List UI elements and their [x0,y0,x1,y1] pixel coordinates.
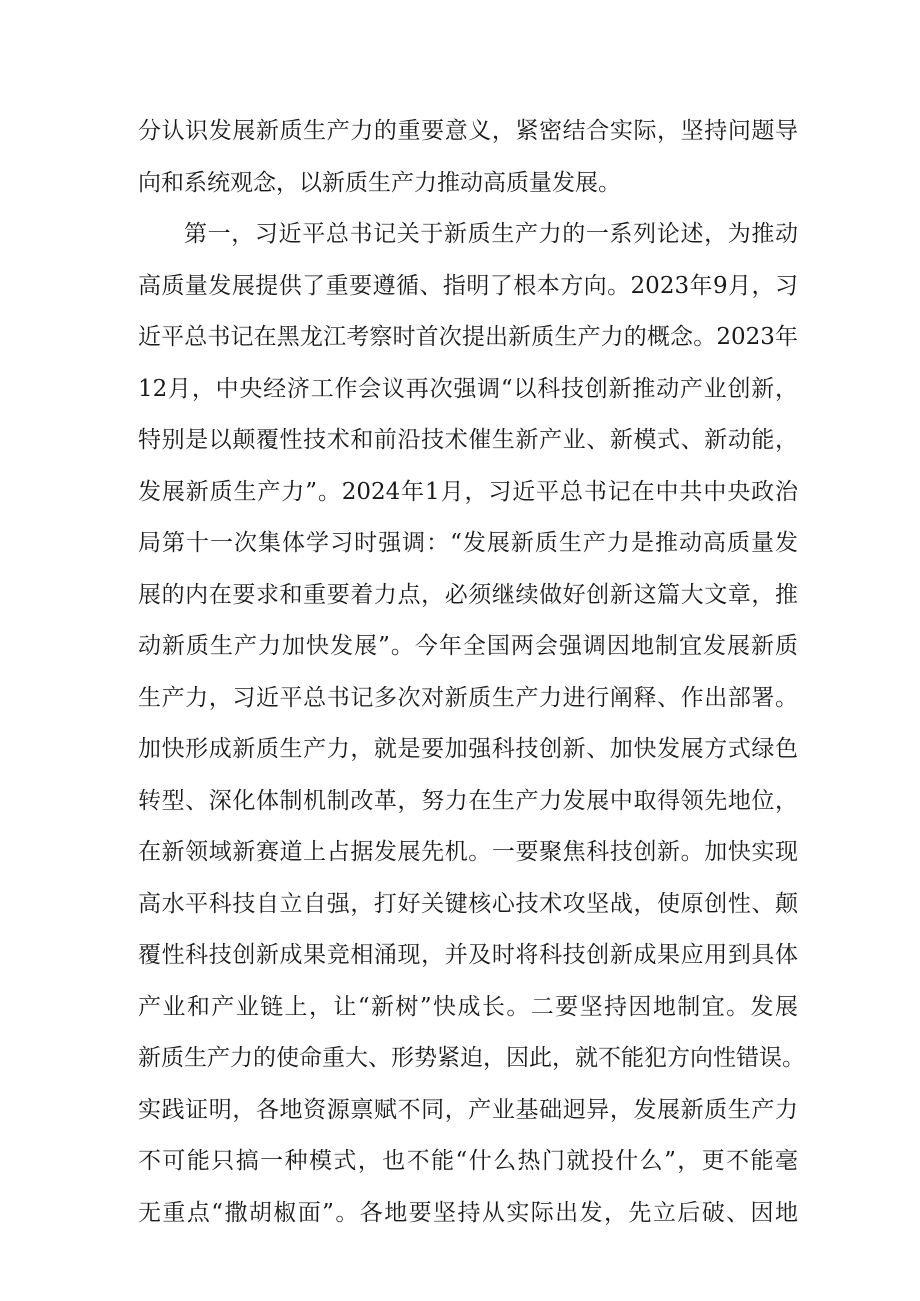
paragraph-start-line: 第一，习近平总书记关于新质生产力的一系列论述，为推动 [184,221,798,247]
text-line-22: 无重点“撒胡椒面”。各地要坚持从实际出发，先立后破、因地 [138,1199,798,1226]
text-line-1: 分认识发展新质生产力的重要意义，紧密结合实际，坚持问题导 [138,118,798,144]
text-line-11: 动新质生产力加快发展”。今年全国两会强调因地制宜发展新质 [138,633,798,659]
text-line-20: 实践证明，各地资源禀赋不同，产业基础迥异，发展新质生产力 [138,1096,798,1123]
text-line-19: 新质生产力的使命重大、形势紧迫，因此，就不能犯方向性错误。 [138,1045,805,1071]
text-line-8: 发展新质生产力”。2024年1月，习近平总书记在中共中央政治 [138,478,798,505]
body-text [138,106,805,1239]
text-line-10: 展的内在要求和重要着力点，必须继续做好创新这篇大文章，推 [138,581,798,608]
text-line-17: 覆性科技创新成果竞相涌现，并及时将科技创新成果应用到具体 [138,942,798,968]
text-line-2: 向和系统观念，以新质生产力推动高质量发展。 [138,169,621,196]
text-line-13: 加快形成新质生产力，就是要加强科技创新、加快发展方式绿色 [138,736,798,762]
text-line-15: 在新领域新赛道上占据发展先机。一要聚焦科技创新。加快实现 [138,839,798,865]
text-line-5: 近平总书记在黑龙江考察时首次提出新质生产力的概念。2023年 [138,324,798,350]
text-line-6: 12月，中央经济工作会议再次强调“以科技创新推动产业创新， [138,375,798,402]
text-line-21: 不可能只搞一种模式，也不能“什么热门就投什么”，更不能毫 [138,1148,798,1174]
text-line-16: 高水平科技自立自强，打好关键核心技术攻坚战，使原创性、颠 [138,890,798,917]
text-line-14: 转型、深化体制机制改革，努力在生产力发展中取得领先地位， [138,787,798,814]
text-line-7: 特别是以颠覆性技术和前沿技术催生新产业、新模式、新动能， [138,427,798,453]
text-line-4: 高质量发展提供了重要遵循、指明了根本方向。2023年9月，习 [138,272,798,299]
text-line-18: 产业和产业链上，让“新树”快成长。二要坚持因地制宜。发展 [138,993,798,1020]
text-line-9: 局第十一次集体学习时强调：“发展新质生产力是推动高质量发 [138,530,798,556]
text-line-12: 生产力，习近平总书记多次对新质生产力进行阐释、作出部署。 [138,684,798,711]
